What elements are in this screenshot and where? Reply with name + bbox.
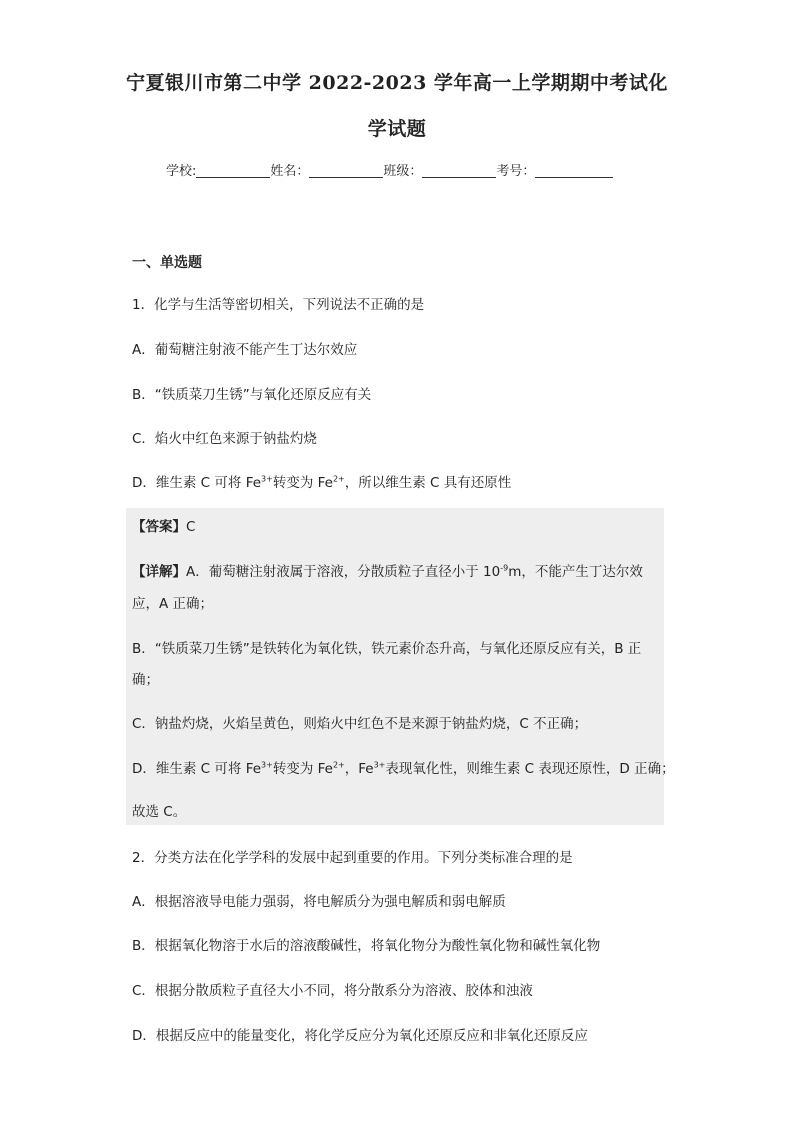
- q1-stem: 1．化学与生活等密切相关，下列说法不正确的是: [132, 297, 425, 313]
- detail-d-sup1: 3+: [261, 760, 273, 770]
- q2-option-d: D．根据反应中的能量变化，将化学反应分为氧化还原反应和非氧化还原反应: [132, 1028, 588, 1044]
- q1-option-b: B．“铁质菜刀生锈”与氧化还原反应有关: [132, 387, 372, 403]
- q1-conclusion: 故选 C。: [132, 804, 187, 820]
- school-blank: [196, 163, 270, 178]
- answer-value: C: [186, 519, 196, 535]
- q1-d-pre: D．维生素 C 可将 Fe: [132, 475, 262, 491]
- detail-d-mid2: ，Fe: [344, 761, 374, 777]
- student-info-row: [166, 160, 613, 179]
- q1-d-sup1: 3+: [261, 474, 273, 484]
- q1-option-d: [132, 471, 511, 491]
- class-blank: [422, 163, 496, 178]
- detail-d-sup3: 3+: [373, 760, 386, 770]
- q1-detail-b2: 确；: [132, 672, 159, 688]
- q1-option-a: A．葡萄糖注射液不能产生丁达尔效应: [132, 342, 358, 358]
- q1-detail-a2: 应，A 正确；: [132, 596, 214, 612]
- detail-d-pre: D．维生素 C 可将 Fe: [132, 761, 262, 777]
- school-label: 学校:: [166, 164, 197, 179]
- q2-option-c: C．根据分散质粒子直径大小不同，将分散系分为溶液、胶体和浊液: [132, 983, 533, 999]
- detail-d-sup2: 2+: [332, 760, 345, 770]
- detail-a1-sup: -9: [500, 563, 509, 573]
- name-label: 姓名：: [270, 164, 310, 179]
- detail-d-post: 表现氧化性，则维生素 C 表现还原性，D 正确；: [385, 761, 675, 777]
- q2-option-b: B．根据氧化物溶于水后的溶液酸碱性，将氧化物分为酸性氧化物和碱性氧化物: [132, 938, 601, 954]
- id-blank: [535, 163, 613, 178]
- document-title-line1: 宁夏银川市第二中学 2022-2023 学年高一上学期期中考试化: [126, 72, 668, 94]
- class-label: 班级：: [383, 164, 423, 179]
- q1-answer: [132, 515, 195, 535]
- id-label: 考号：: [496, 164, 536, 179]
- answer-label: 【答案】: [132, 519, 186, 535]
- q1-detail-c: C．钠盐灼烧，火焰呈黄色，则焰火中红色不是来源于钠盐灼烧，C 不正确；: [132, 716, 588, 732]
- q1-detail-b1: B．“铁质菜刀生锈”是铁转化为氧化铁，铁元素价态升高，与氧化还原反应有关，B 正: [132, 641, 642, 657]
- q2-stem: 2．分类方法在化学学科的发展中起到重要的作用。下列分类标准合理的是: [132, 850, 573, 866]
- q1-d-mid: 转变为 Fe: [272, 475, 333, 491]
- q2-option-a: A．根据溶液导电能力强弱，将电解质分为强电解质和弱电解质: [132, 894, 506, 910]
- q1-d-post: ，所以维生素 C 具有还原性: [344, 475, 512, 491]
- detail-a1-post: m，不能产生丁达尔效: [508, 564, 643, 580]
- answer-box: [126, 508, 664, 825]
- section-title: 一、单选题: [132, 255, 202, 271]
- q1-detail-a1: [132, 560, 643, 580]
- document-title-line2: 学试题: [367, 118, 427, 140]
- detail-label: 【详解】: [132, 564, 186, 580]
- name-blank: [309, 163, 383, 178]
- q1-d-sup2: 2+: [332, 474, 345, 484]
- q1-detail-d: [132, 757, 675, 777]
- q1-option-c: C．焰火中红色来源于钠盐灼烧: [132, 431, 317, 447]
- detail-d-mid: 转变为 Fe: [272, 761, 333, 777]
- detail-a1-pre: A．葡萄糖注射液属于溶液，分散质粒子直径小于 10: [186, 564, 501, 580]
